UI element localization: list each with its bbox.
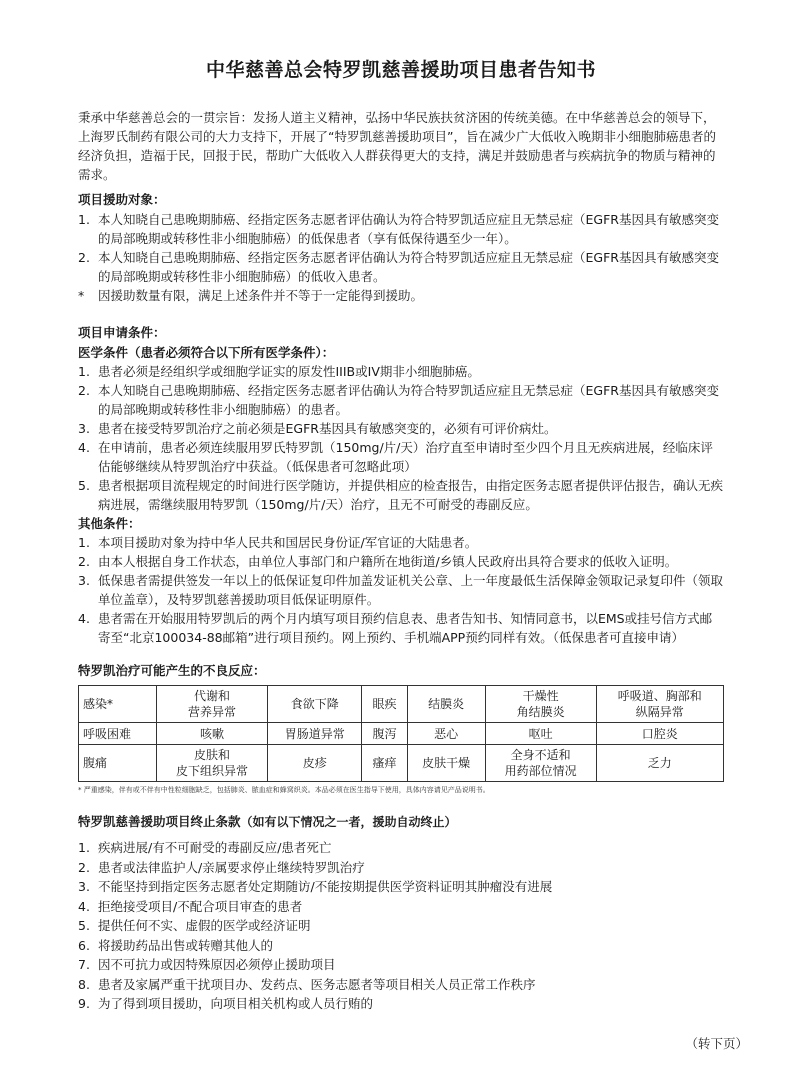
conditions-heading: 项目申请条件： (78, 325, 166, 340)
target-heading: 项目援助对象： (78, 192, 166, 207)
item-text: 在申请前，患者必须连续服用罗氏特罗凯（150mg/片/天）治疗直至申请时至少四个月且无疾病进展，经临床评估能够继续从特罗凯治疗中获益。（低保患者可忽略此项） (98, 440, 713, 474)
other-conditions-list (78, 533, 724, 647)
medical-conditions-heading: 医学条件（患者必须符合以下所有医学条件）： (78, 345, 335, 360)
item-number: 5. (78, 478, 90, 493)
item-text: 本人知晓自己患晚期肺癌、经指定医务志愿者评估确认为符合特罗凯适应症且无禁忌症（EGFR基因具有敏感突变的局部晚期或转移性非小细胞肺癌）的患者。 (98, 383, 719, 417)
item-text: 患者根据项目流程规定的时间进行医学随访，并提供相应的检查报告，由指定医务志愿者提供评估报告，确认无疾病进展，需继续服用特罗凯（150mg/片/天）治疗，且无不可耐受的毒副反应。 (98, 478, 724, 512)
table-cell: 瘙痒 (362, 745, 407, 782)
table-cell: 口腔炎 (596, 723, 723, 745)
item-text: 患者在接受特罗凯治疗之前必须是EGFR基因具有敏感突变的，必须有可评价病灶。 (98, 421, 557, 436)
list-item (78, 381, 724, 419)
list-item (78, 438, 724, 476)
list-item (78, 936, 724, 956)
table-cell: 胃肠道异常 (267, 723, 361, 745)
table-row (79, 686, 724, 723)
list-item (78, 858, 724, 878)
item-number: 4. (78, 611, 90, 626)
table-cell: 结膜炎 (407, 686, 485, 723)
item-text: 由本人根据自身工作状态，由单位人事部门和户籍所在地街道/乡镇人民政府出具符合要求的低收入证明。 (98, 554, 678, 569)
item-number: 4. (78, 440, 90, 455)
item-text: 本人知晓自己患晚期肺癌、经指定医务志愿者评估确认为符合特罗凯适应症且无禁忌症（EGFR基因具有敏感突变的局部晚期或转移性非小细胞肺癌）的低收入患者。 (98, 250, 719, 284)
table-cell: 恶心 (407, 723, 485, 745)
item-text: 提供任何不实、虚假的医学或经济证明 (98, 918, 311, 933)
target-list (78, 210, 724, 305)
table-cell: 呼吸道、胸部和 纵隔异常 (596, 686, 723, 723)
list-item (78, 916, 724, 936)
item-number: 3. (78, 573, 90, 588)
list-item (78, 419, 724, 438)
list-item (78, 975, 724, 995)
item-text: 因不可抗力或因特殊原因必须停止援助项目 (98, 957, 336, 972)
termination-heading (78, 812, 724, 832)
list-item (78, 877, 724, 897)
list-item (78, 552, 724, 571)
list-item (78, 476, 724, 514)
item-text: 本项目援助对象为持中华人民共和国居民身份证/军官证的大陆患者。 (98, 535, 478, 550)
item-text: 将援助药品出售或转赠其他人的 (98, 937, 274, 953)
item-number: 6. (78, 937, 90, 953)
list-item (78, 362, 724, 381)
list-item (78, 897, 724, 917)
adverse-reactions-table (78, 685, 724, 782)
list-item (78, 533, 724, 552)
item-number: 9. (78, 996, 90, 1011)
item-number: 3. (78, 421, 90, 436)
item-text: 为了得到项目援助，向项目相关机构或人员行贿的 (98, 996, 374, 1011)
item-number: 7. (78, 957, 90, 972)
item-number: 2. (78, 859, 90, 875)
item-text: 患者必须是经组织学或细胞学证实的原发性IIIB或IV期非小细胞肺癌。 (98, 364, 480, 379)
item-text: 低保患者需提供签发一年以上的低保证复印件加盖发证机关公章、上一年度最低生活保障金领取记录复印件（领取单位盖章），及特罗凯慈善援助项目低保证明原件。 (98, 573, 724, 607)
item-number: 1. (78, 364, 90, 379)
table-row (79, 745, 724, 782)
item-number: 5. (78, 918, 90, 933)
item-number: 4. (78, 898, 90, 914)
intro-paragraph: 秉承中华慈善总会的一贯宗旨：发扬人道主义精神，弘扬中华民族扶贫济困的传统美德。在中华慈善总会的领导下，上海罗氏制药有限公司的大力支持下，开展了“特罗凯慈善援助项目”，旨在减少广大低收入晚期非小细胞肺癌患者的经济负担，造福于民，回报于民，帮助广大低收入人群获得更大的支持，满足并鼓励患者与疾病抗争的物质与精神的需求。 (78, 110, 716, 182)
list-item (78, 210, 724, 248)
item-text: 患者或法律监护人/亲属要求停止继续特罗凯治疗 (98, 859, 365, 875)
list-item (78, 994, 724, 1014)
table-cell: 眼疾 (362, 686, 407, 723)
item-text: 拒绝接受项目/不配合项目审查的患者 (98, 898, 303, 914)
table-cell: 干燥性 角结膜炎 (485, 686, 596, 723)
item-number: 8. (78, 976, 90, 992)
item-number: 1. (78, 212, 90, 227)
table-cell: 皮肤和 皮下组织异常 (157, 745, 268, 782)
table-cell: 全身不适和 用药部位情况 (485, 745, 596, 782)
item-text: 因援助数量有限，满足上述条件并不等于一定能得到援助。 (98, 288, 424, 303)
page-title: 中华慈善总会特罗凯慈善援助项目患者告知书 (205, 59, 596, 81)
table-cell: 感染* (79, 686, 157, 723)
table-cell: 皮肤干燥 (407, 745, 485, 782)
adverse-heading: 特罗凯治疗可能产生的不良反应： (78, 663, 266, 678)
item-number: 3. (78, 879, 90, 894)
list-item (78, 571, 724, 609)
next-page-label: （转下页） (685, 1036, 748, 1051)
item-text: 患者需在开始服用特罗凯后的两个月内填写项目预约信息表、患者告知书、知情同意书，以EMS或挂号信方式邮寄至“北京100034-88邮箱”进行项目预约。网上预约、手机端APP预约同样有效。（低保患者可直接申请） (98, 611, 713, 645)
item-text: 不能坚持到指定医务志愿者处定期随访/不能按期提供医学资料证明其肿瘤没有进展 (98, 879, 553, 894)
item-number: 2. (78, 383, 90, 398)
item-number: 1. (78, 840, 90, 855)
list-item (78, 838, 724, 858)
termination-heading-text: 特罗凯慈善援助项目终止条款 (78, 814, 241, 829)
table-cell: 乏力 (596, 745, 723, 782)
item-text: 疾病进展/有不可耐受的毒副反应/患者死亡 (98, 840, 332, 855)
table-cell: 呕吐 (485, 723, 596, 745)
adverse-footnote: * 严重感染，伴有或不伴有中性粒细胞缺乏，包括肺炎、脓血症和蜂窝织炎。本品必须在医生指导下使用，具体内容请见产品说明书。 (78, 786, 490, 794)
table-cell: 腹泻 (362, 723, 407, 745)
table-row (79, 723, 724, 745)
item-number: 2. (78, 554, 90, 569)
list-item (78, 248, 724, 286)
list-item (78, 955, 724, 975)
table-cell: 咳嗽 (157, 723, 268, 745)
item-text: 患者及家属严重干扰项目办、发药点、医务志愿者等项目相关人员正常工作秩序 (98, 976, 536, 992)
item-number: 1. (78, 535, 90, 550)
table-cell: 皮疹 (267, 745, 361, 782)
item-text: 本人知晓自己患晚期肺癌、经指定医务志愿者评估确认为符合特罗凯适应症且无禁忌症（EGFR基因具有敏感突变的局部晚期或转移性非小细胞肺癌）的低保患者（享有低保待遇至少一年）。 (98, 212, 719, 246)
termination-heading-note: （如有以下情况之一者，援助自动终止） (240, 815, 457, 829)
medical-conditions-list (78, 362, 724, 514)
list-item (78, 286, 724, 305)
table-cell: 代谢和 营养异常 (157, 686, 268, 723)
item-number: 2. (78, 250, 90, 265)
table-cell: 食欲下降 (267, 686, 361, 723)
termination-list (78, 838, 724, 1014)
item-number: * (78, 288, 85, 303)
other-conditions-heading: 其他条件： (78, 516, 141, 531)
table-cell: 呼吸困难 (79, 723, 157, 745)
table-cell: 腹痛 (79, 745, 157, 782)
list-item (78, 609, 724, 647)
